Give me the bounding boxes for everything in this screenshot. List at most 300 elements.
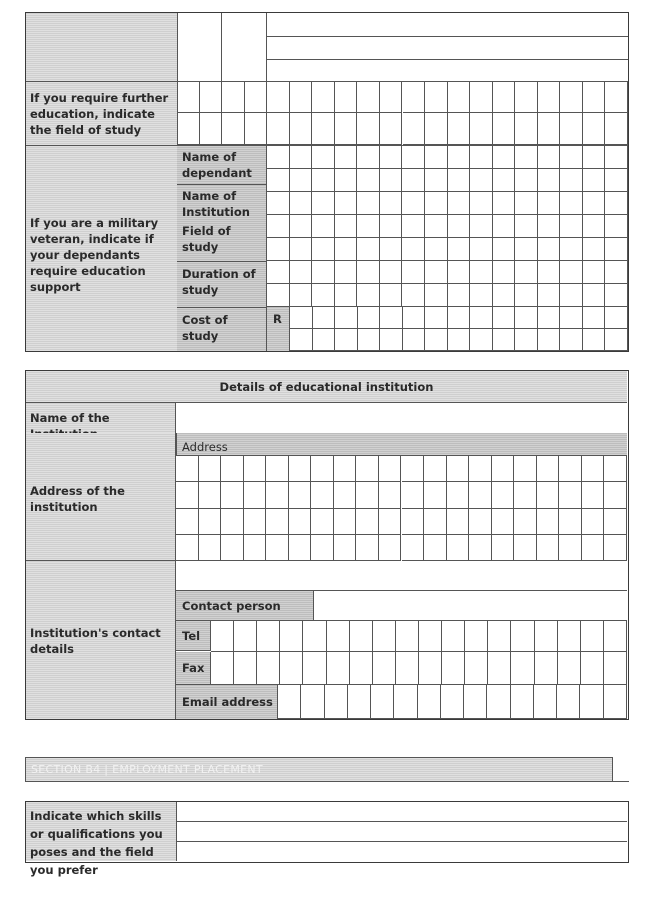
dependant-char-box[interactable] <box>515 215 538 238</box>
address-char-box[interactable] <box>559 509 582 535</box>
address-char-box[interactable] <box>447 509 470 535</box>
dependant-char-box[interactable] <box>448 192 471 215</box>
dependant-char-box[interactable] <box>493 215 516 238</box>
address-char-box[interactable] <box>402 535 425 561</box>
field-of-study-char-box[interactable] <box>448 113 471 145</box>
dependant-char-box[interactable] <box>605 146 628 169</box>
dependant-char-box[interactable] <box>312 169 335 192</box>
dependant-char-box[interactable] <box>425 238 448 261</box>
field-of-study-char-box[interactable] <box>538 113 561 145</box>
dependant-char-box[interactable] <box>583 146 606 169</box>
address-char-box[interactable] <box>379 535 402 561</box>
fax-digit-box[interactable] <box>373 652 396 685</box>
fax-digit-box[interactable] <box>535 652 558 685</box>
dependant-char-box[interactable] <box>448 238 471 261</box>
dependant-char-box[interactable] <box>538 261 561 284</box>
field-of-study-char-box[interactable] <box>560 113 583 145</box>
address-char-box[interactable] <box>424 482 447 508</box>
email-char-box[interactable] <box>604 685 627 719</box>
dependant-char-box[interactable] <box>335 215 358 238</box>
cost-char-box[interactable] <box>425 307 448 329</box>
address-char-box[interactable] <box>559 456 582 482</box>
cost-char-box[interactable] <box>335 307 358 329</box>
address-grid[interactable] <box>176 455 627 561</box>
address-char-box[interactable] <box>559 482 582 508</box>
dependant-char-box[interactable] <box>515 284 538 307</box>
address-char-box[interactable] <box>311 456 334 482</box>
dependant-char-box[interactable] <box>538 146 561 169</box>
cost-char-box[interactable] <box>515 329 538 351</box>
dependant-char-box[interactable] <box>605 192 628 215</box>
address-char-box[interactable] <box>311 509 334 535</box>
dependant-char-box[interactable] <box>515 146 538 169</box>
tel-digit-box[interactable] <box>350 621 373 652</box>
cost-char-box[interactable] <box>538 307 561 329</box>
dependant-char-box[interactable] <box>538 192 561 215</box>
field-of-study-char-box[interactable] <box>200 113 223 145</box>
fax-digit-box[interactable] <box>350 652 373 685</box>
dependant-char-box[interactable] <box>538 169 561 192</box>
dependant-char-box[interactable] <box>560 238 583 261</box>
dependant-char-box[interactable] <box>425 169 448 192</box>
dependant-char-box[interactable] <box>357 192 380 215</box>
address-char-box[interactable] <box>537 535 560 561</box>
dependant-char-box[interactable] <box>448 284 471 307</box>
address-char-box[interactable] <box>492 456 515 482</box>
address-char-box[interactable] <box>514 535 537 561</box>
dependant-char-box[interactable] <box>357 238 380 261</box>
field-of-study-char-box[interactable] <box>222 113 245 145</box>
address-char-box[interactable] <box>311 482 334 508</box>
dependant-char-box[interactable] <box>402 284 425 307</box>
dependant-char-box[interactable] <box>380 215 403 238</box>
address-char-box[interactable] <box>559 535 582 561</box>
field-of-study-char-box[interactable] <box>470 113 493 145</box>
tel-digit-box[interactable] <box>280 621 303 652</box>
address-char-box[interactable] <box>492 482 515 508</box>
tel-digit-box[interactable] <box>558 621 581 652</box>
cost-char-box[interactable] <box>448 307 471 329</box>
email-char-box[interactable] <box>394 685 417 719</box>
field-of-study-char-box[interactable] <box>448 81 471 113</box>
address-char-box[interactable] <box>604 509 627 535</box>
field-of-study-char-box[interactable] <box>267 113 290 145</box>
cost-char-box[interactable] <box>493 329 516 351</box>
fax-digit-box[interactable] <box>511 652 534 685</box>
skills-input-row-2[interactable] <box>177 822 627 842</box>
field-of-study-char-box[interactable] <box>290 81 313 113</box>
dependant-char-box[interactable] <box>335 192 358 215</box>
field-of-study-char-box[interactable] <box>538 81 561 113</box>
address-char-box[interactable] <box>604 456 627 482</box>
fax-grid[interactable] <box>211 652 627 685</box>
field-of-study-char-box[interactable] <box>357 113 380 145</box>
cost-char-box[interactable] <box>335 329 358 351</box>
tel-digit-box[interactable] <box>396 621 419 652</box>
fax-digit-box[interactable] <box>280 652 303 685</box>
email-char-box[interactable] <box>534 685 557 719</box>
dependant-char-box[interactable] <box>357 169 380 192</box>
tel-digit-box[interactable] <box>373 621 396 652</box>
dependant-char-box[interactable] <box>470 284 493 307</box>
address-char-box[interactable] <box>244 535 267 561</box>
address-char-box[interactable] <box>176 456 199 482</box>
tel-digit-box[interactable] <box>234 621 257 652</box>
address-char-box[interactable] <box>199 509 222 535</box>
dependant-char-box[interactable] <box>470 261 493 284</box>
dependant-char-box[interactable] <box>380 169 403 192</box>
dependant-char-box[interactable] <box>402 215 425 238</box>
fax-digit-box[interactable] <box>211 652 234 685</box>
cost-char-box[interactable] <box>403 307 426 329</box>
dependant-char-box[interactable] <box>380 284 403 307</box>
field-of-study-char-box[interactable] <box>583 81 606 113</box>
fax-digit-box[interactable] <box>396 652 419 685</box>
address-char-box[interactable] <box>244 456 267 482</box>
address-char-box[interactable] <box>469 535 492 561</box>
dependant-char-box[interactable] <box>402 146 425 169</box>
address-char-box[interactable] <box>289 482 312 508</box>
address-char-box[interactable] <box>289 509 312 535</box>
cost-char-box[interactable] <box>448 329 471 351</box>
address-char-box[interactable] <box>379 509 402 535</box>
dependant-char-box[interactable] <box>470 192 493 215</box>
tel-digit-box[interactable] <box>419 621 442 652</box>
address-char-box[interactable] <box>199 482 222 508</box>
dependant-char-box[interactable] <box>470 215 493 238</box>
dependant-char-box[interactable] <box>583 284 606 307</box>
fax-digit-box[interactable] <box>558 652 581 685</box>
address-char-box[interactable] <box>221 535 244 561</box>
cost-char-box[interactable] <box>358 307 381 329</box>
email-char-box[interactable] <box>278 685 301 719</box>
address-char-box[interactable] <box>537 482 560 508</box>
email-char-box[interactable] <box>487 685 510 719</box>
fax-digit-box[interactable] <box>303 652 326 685</box>
field-of-study-char-box[interactable] <box>357 81 380 113</box>
address-char-box[interactable] <box>356 482 379 508</box>
dependant-char-box[interactable] <box>357 284 380 307</box>
address-char-box[interactable] <box>266 482 289 508</box>
dependant-char-box[interactable] <box>560 261 583 284</box>
address-char-box[interactable] <box>356 456 379 482</box>
email-char-box[interactable] <box>418 685 441 719</box>
cost-char-box[interactable] <box>425 329 448 351</box>
address-char-box[interactable] <box>424 456 447 482</box>
tel-digit-box[interactable] <box>442 621 465 652</box>
dependant-char-box[interactable] <box>290 192 313 215</box>
address-char-box[interactable] <box>402 482 425 508</box>
address-char-box[interactable] <box>221 482 244 508</box>
address-char-box[interactable] <box>447 535 470 561</box>
tel-grid[interactable] <box>211 621 627 652</box>
dependant-char-box[interactable] <box>493 238 516 261</box>
dependant-char-box[interactable] <box>357 146 380 169</box>
email-char-box[interactable] <box>325 685 348 719</box>
cost-char-box[interactable] <box>538 329 561 351</box>
tel-digit-box[interactable] <box>488 621 511 652</box>
address-char-box[interactable] <box>402 456 425 482</box>
dependant-char-box[interactable] <box>267 215 290 238</box>
field-of-study-char-box[interactable] <box>245 113 268 145</box>
address-char-box[interactable] <box>582 456 605 482</box>
cost-of-study-grid[interactable] <box>290 307 628 351</box>
address-char-box[interactable] <box>514 509 537 535</box>
dependant-char-box[interactable] <box>605 261 628 284</box>
further-education-field-grid[interactable] <box>177 81 628 145</box>
skills-input-row-3[interactable] <box>177 842 627 861</box>
dependant-char-box[interactable] <box>560 192 583 215</box>
field-of-study-char-box[interactable] <box>380 81 403 113</box>
address-char-box[interactable] <box>266 535 289 561</box>
dependant-char-box[interactable] <box>335 238 358 261</box>
dependant-char-box[interactable] <box>267 238 290 261</box>
address-char-box[interactable] <box>221 456 244 482</box>
address-char-box[interactable] <box>199 535 222 561</box>
address-char-box[interactable] <box>582 509 605 535</box>
tel-digit-box[interactable] <box>257 621 280 652</box>
dependant-char-box[interactable] <box>335 284 358 307</box>
fax-digit-box[interactable] <box>604 652 627 685</box>
tel-digit-box[interactable] <box>535 621 558 652</box>
address-char-box[interactable] <box>514 456 537 482</box>
tel-digit-box[interactable] <box>465 621 488 652</box>
address-char-box[interactable] <box>176 509 199 535</box>
top-blank-box-2[interactable] <box>222 13 267 81</box>
email-char-box[interactable] <box>580 685 603 719</box>
cost-char-box[interactable] <box>290 329 313 351</box>
address-char-box[interactable] <box>266 456 289 482</box>
field-of-study-char-box[interactable] <box>493 113 516 145</box>
dependant-char-box[interactable] <box>605 169 628 192</box>
address-char-box[interactable] <box>469 482 492 508</box>
field-of-study-char-box[interactable] <box>515 113 538 145</box>
dependant-char-box[interactable] <box>402 192 425 215</box>
address-char-box[interactable] <box>447 482 470 508</box>
dependant-char-box[interactable] <box>380 238 403 261</box>
dependant-char-box[interactable] <box>402 169 425 192</box>
dependant-char-box[interactable] <box>605 284 628 307</box>
cost-char-box[interactable] <box>358 329 381 351</box>
skills-input-row-1[interactable] <box>177 802 627 822</box>
dependant-char-box[interactable] <box>380 261 403 284</box>
institution-name-input[interactable] <box>176 403 627 433</box>
address-char-box[interactable] <box>604 482 627 508</box>
address-char-box[interactable] <box>311 535 334 561</box>
field-of-study-char-box[interactable] <box>245 81 268 113</box>
field-of-study-char-box[interactable] <box>560 81 583 113</box>
cost-char-box[interactable] <box>470 329 493 351</box>
dependant-char-box[interactable] <box>425 192 448 215</box>
fax-digit-box[interactable] <box>581 652 604 685</box>
dependant-char-box[interactable] <box>267 261 290 284</box>
dependant-char-box[interactable] <box>538 284 561 307</box>
address-char-box[interactable] <box>266 509 289 535</box>
fax-digit-box[interactable] <box>419 652 442 685</box>
field-of-study-char-box[interactable] <box>177 113 200 145</box>
email-char-box[interactable] <box>301 685 324 719</box>
address-char-box[interactable] <box>334 535 357 561</box>
cost-char-box[interactable] <box>515 307 538 329</box>
dependant-char-box[interactable] <box>583 192 606 215</box>
field-of-study-char-box[interactable] <box>222 81 245 113</box>
dependant-char-box[interactable] <box>290 169 313 192</box>
field-of-study-char-box[interactable] <box>425 81 448 113</box>
dependant-char-box[interactable] <box>267 146 290 169</box>
dependant-char-box[interactable] <box>605 215 628 238</box>
dependant-char-box[interactable] <box>493 261 516 284</box>
address-char-box[interactable] <box>356 535 379 561</box>
email-char-box[interactable] <box>348 685 371 719</box>
tel-digit-box[interactable] <box>327 621 350 652</box>
tel-digit-box[interactable] <box>581 621 604 652</box>
dependant-char-box[interactable] <box>312 192 335 215</box>
field-of-study-char-box[interactable] <box>403 113 426 145</box>
dependant-char-box[interactable] <box>267 169 290 192</box>
dependant-char-box[interactable] <box>583 215 606 238</box>
field-of-study-char-box[interactable] <box>200 81 223 113</box>
address-char-box[interactable] <box>514 482 537 508</box>
cost-char-box[interactable] <box>560 307 583 329</box>
field-of-study-char-box[interactable] <box>605 113 628 145</box>
dependant-char-box[interactable] <box>425 261 448 284</box>
cost-char-box[interactable] <box>493 307 516 329</box>
dependant-char-box[interactable] <box>290 284 313 307</box>
dependant-char-box[interactable] <box>402 238 425 261</box>
address-char-box[interactable] <box>334 456 357 482</box>
address-char-box[interactable] <box>469 456 492 482</box>
field-of-study-char-box[interactable] <box>312 113 335 145</box>
dependant-char-box[interactable] <box>493 169 516 192</box>
address-char-box[interactable] <box>176 535 199 561</box>
fax-digit-box[interactable] <box>234 652 257 685</box>
address-char-box[interactable] <box>424 509 447 535</box>
dependant-char-box[interactable] <box>560 215 583 238</box>
dependant-char-box[interactable] <box>493 192 516 215</box>
address-char-box[interactable] <box>582 535 605 561</box>
cost-char-box[interactable] <box>313 307 336 329</box>
field-of-study-char-box[interactable] <box>515 81 538 113</box>
address-char-box[interactable] <box>447 456 470 482</box>
field-of-study-char-box[interactable] <box>335 113 358 145</box>
cost-char-box[interactable] <box>380 307 403 329</box>
email-char-box[interactable] <box>441 685 464 719</box>
fax-digit-box[interactable] <box>257 652 280 685</box>
field-of-study-char-box[interactable] <box>425 113 448 145</box>
dependant-char-box[interactable] <box>335 261 358 284</box>
fax-digit-box[interactable] <box>488 652 511 685</box>
dependant-char-box[interactable] <box>312 261 335 284</box>
top-blank-box-1[interactable] <box>177 13 222 81</box>
fax-digit-box[interactable] <box>327 652 350 685</box>
dependant-char-box[interactable] <box>470 238 493 261</box>
email-char-box[interactable] <box>557 685 580 719</box>
dependant-char-box[interactable] <box>448 169 471 192</box>
address-char-box[interactable] <box>492 535 515 561</box>
cost-char-box[interactable] <box>403 329 426 351</box>
field-of-study-char-box[interactable] <box>470 81 493 113</box>
contact-blank-row[interactable] <box>176 561 627 591</box>
dependant-char-box[interactable] <box>448 146 471 169</box>
fax-digit-box[interactable] <box>465 652 488 685</box>
dependant-char-box[interactable] <box>380 146 403 169</box>
dependant-char-box[interactable] <box>290 238 313 261</box>
dependant-details-grid[interactable] <box>267 145 628 307</box>
dependant-char-box[interactable] <box>425 284 448 307</box>
dependant-char-box[interactable] <box>560 146 583 169</box>
address-char-box[interactable] <box>176 482 199 508</box>
dependant-char-box[interactable] <box>357 215 380 238</box>
cost-char-box[interactable] <box>290 307 313 329</box>
dependant-char-box[interactable] <box>493 146 516 169</box>
dependant-char-box[interactable] <box>560 169 583 192</box>
tel-digit-box[interactable] <box>303 621 326 652</box>
dependant-char-box[interactable] <box>335 146 358 169</box>
field-of-study-char-box[interactable] <box>403 81 426 113</box>
dependant-char-box[interactable] <box>402 261 425 284</box>
dependant-char-box[interactable] <box>515 238 538 261</box>
address-char-box[interactable] <box>604 535 627 561</box>
tel-digit-box[interactable] <box>211 621 234 652</box>
address-char-box[interactable] <box>537 509 560 535</box>
address-char-box[interactable] <box>199 456 222 482</box>
dependant-char-box[interactable] <box>583 261 606 284</box>
dependant-char-box[interactable] <box>470 146 493 169</box>
tel-digit-box[interactable] <box>511 621 534 652</box>
dependant-char-box[interactable] <box>538 238 561 261</box>
cost-char-box[interactable] <box>560 329 583 351</box>
dependant-char-box[interactable] <box>515 261 538 284</box>
dependant-char-box[interactable] <box>583 169 606 192</box>
contact-person-input[interactable] <box>314 591 627 621</box>
fax-digit-box[interactable] <box>442 652 465 685</box>
dependant-char-box[interactable] <box>515 169 538 192</box>
dependant-char-box[interactable] <box>380 192 403 215</box>
cost-char-box[interactable] <box>313 329 336 351</box>
tel-digit-box[interactable] <box>604 621 627 652</box>
cost-char-box[interactable] <box>380 329 403 351</box>
dependant-char-box[interactable] <box>312 215 335 238</box>
dependant-char-box[interactable] <box>267 192 290 215</box>
address-char-box[interactable] <box>537 456 560 482</box>
dependant-char-box[interactable] <box>448 261 471 284</box>
dependant-char-box[interactable] <box>312 284 335 307</box>
address-char-box[interactable] <box>379 456 402 482</box>
dependant-char-box[interactable] <box>583 238 606 261</box>
dependant-char-box[interactable] <box>290 146 313 169</box>
dependant-char-box[interactable] <box>267 284 290 307</box>
field-of-study-char-box[interactable] <box>267 81 290 113</box>
dependant-char-box[interactable] <box>290 215 313 238</box>
address-char-box[interactable] <box>402 509 425 535</box>
address-char-box[interactable] <box>469 509 492 535</box>
cost-char-box[interactable] <box>583 329 606 351</box>
cost-char-box[interactable] <box>605 329 628 351</box>
dependant-char-box[interactable] <box>560 284 583 307</box>
address-char-box[interactable] <box>221 509 244 535</box>
cost-char-box[interactable] <box>470 307 493 329</box>
address-char-box[interactable] <box>289 456 312 482</box>
address-char-box[interactable] <box>379 482 402 508</box>
address-char-box[interactable] <box>424 535 447 561</box>
dependant-char-box[interactable] <box>470 169 493 192</box>
email-grid[interactable] <box>278 685 627 719</box>
dependant-char-box[interactable] <box>605 238 628 261</box>
dependant-char-box[interactable] <box>290 261 313 284</box>
dependant-char-box[interactable] <box>493 284 516 307</box>
field-of-study-char-box[interactable] <box>605 81 628 113</box>
dependant-char-box[interactable] <box>515 192 538 215</box>
